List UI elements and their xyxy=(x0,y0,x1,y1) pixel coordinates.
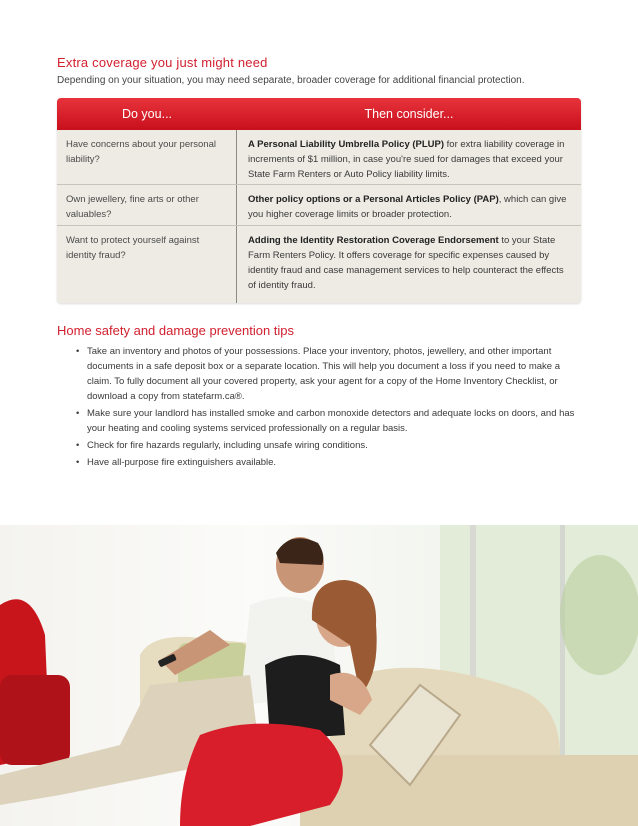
answer-rest: to your State Farm Renters Policy. It offers coverage for specific expenses caused by identity fraud and case management services to help counteract the effects of identity fraud. xyxy=(248,235,564,291)
row-answer xyxy=(237,185,581,225)
answer-rest: , which can give you higher coverage limits or broader protection. xyxy=(248,194,567,220)
answer-bold: A Personal Liability Umbrella Policy (PLUP) xyxy=(248,139,445,150)
section-title-extra-coverage: Extra coverage you just might need xyxy=(57,55,268,70)
list-item: • Check for fire hazards regularly, including unsafe wiring conditions. xyxy=(76,438,586,453)
list-item: • Have all-purpose fire extinguishers available. xyxy=(76,455,586,470)
red-armchair-seat xyxy=(0,675,70,765)
plant-foliage xyxy=(560,555,638,675)
coverage-table xyxy=(57,98,581,303)
section-title-safety-tips: Home safety and damage prevention tips xyxy=(57,323,295,338)
photo-illustration xyxy=(0,525,638,826)
row-question: Have concerns about your personal liability? xyxy=(57,130,237,184)
row-answer xyxy=(237,226,581,303)
row-question: Own jewellery, fine arts or other valuables? xyxy=(57,185,237,225)
header-do-you: Do you... xyxy=(121,107,173,121)
answer-bold: Other policy options or a Personal Articles Policy (PAP) xyxy=(248,194,499,205)
row-question: Want to protect yourself against identity fraud? xyxy=(57,226,237,303)
table-row xyxy=(57,185,581,226)
row-answer xyxy=(237,130,581,184)
header-then-consider: Then consider... xyxy=(364,107,454,121)
list-item: • Make sure your landlord has installed smoke and carbon monoxide detectors and adequate locks on doors, and has your heating and cooling systems serviced professionally on a regular basis. xyxy=(76,406,586,436)
answer-bold: Adding the Identity Restoration Coverage Endorsement xyxy=(248,235,499,246)
safety-tips-list xyxy=(76,344,586,472)
couple-on-sofa-photo xyxy=(0,525,638,826)
sofa-seat xyxy=(300,755,638,826)
list-item: • Take an inventory and photos of your possessions. Place your inventory, photos, jewellery, and other important documents in a safe deposit box or a separate location. This will help you document a loss if you need to make a claim. To fully document all your covered property, ask your agent for a copy of the Home Inventory Checklist, or download a copy from statefarm.ca®. xyxy=(76,344,586,404)
man-hair xyxy=(276,538,323,565)
table-header xyxy=(57,98,581,130)
answer-rest: for extra liability coverage in increments of $1 million, in case you're sued for damages that exceed your State Farm Renters or Auto Policy liability limits. xyxy=(248,139,565,180)
table-row xyxy=(57,130,581,185)
intro-paragraph: Depending on your situation, you may need separate, broader coverage for additional financial protection. xyxy=(57,75,525,86)
table-row xyxy=(57,226,581,303)
